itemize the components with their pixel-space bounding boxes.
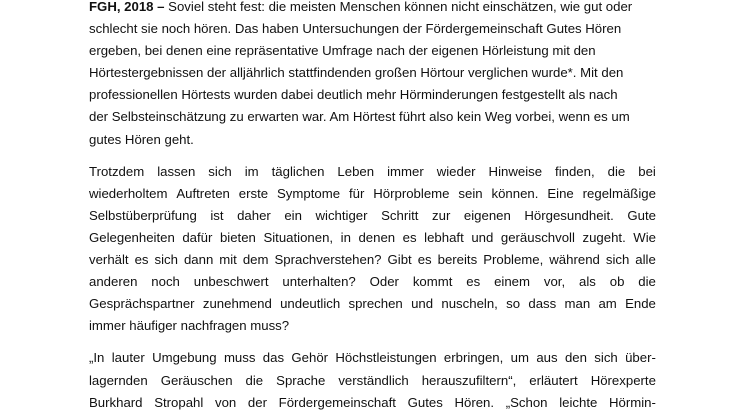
paragraph-line: Hörtestergebnissen der alljährlich stattfindenden großen Hörtour verglichen wurde*. Mit den — [89, 65, 624, 81]
word: als — [579, 274, 596, 290]
word: Stropahl — [154, 394, 204, 410]
word: bieten — [219, 229, 256, 245]
word: herauszufiltern“, — [421, 372, 517, 388]
word: der — [247, 394, 267, 410]
paragraph-line — [89, 370, 656, 392]
paragraph-line — [89, 392, 656, 414]
word: Gesprächspartner — [89, 296, 195, 312]
word: die — [245, 372, 264, 388]
paragraph-line — [89, 347, 656, 369]
word: dem — [242, 252, 269, 268]
paragraph-line — [89, 183, 656, 205]
word: wichtiger — [315, 207, 368, 223]
word: finden, — [555, 163, 595, 179]
word: können. — [491, 185, 539, 201]
word: Probleme, — [483, 252, 544, 268]
word: einem — [494, 274, 530, 290]
word: nuscheln, — [441, 296, 498, 312]
word: es — [402, 229, 417, 245]
word: und — [471, 229, 494, 245]
word: lauter — [111, 350, 145, 366]
word: Sprachverstehen? — [274, 252, 382, 268]
paragraph-3 — [89, 347, 656, 413]
word: aus — [536, 350, 558, 366]
paragraph-line — [89, 271, 656, 293]
word: dass — [528, 296, 557, 312]
word: immer — [387, 163, 424, 179]
word: Trotzdem — [89, 163, 145, 179]
word: sich — [208, 163, 232, 179]
word: dann — [183, 252, 214, 268]
word: täglichen — [271, 163, 325, 179]
word: Ende — [625, 296, 656, 312]
word: Fördergemeinschaft — [278, 394, 396, 410]
word: bei — [638, 163, 656, 179]
word: leichte — [559, 394, 598, 410]
word: Hörexperte — [590, 372, 656, 388]
paragraph-gap — [89, 337, 656, 347]
word: „In — [89, 350, 105, 366]
paragraph-line: schlecht sie noch hören. Das haben Untersuchungen der Fördergemeinschaft Gutes Hören — [89, 21, 622, 37]
word: zugeht. — [582, 229, 626, 245]
word: ob — [609, 274, 625, 290]
word: alle — [635, 252, 656, 268]
paragraph-line — [89, 227, 656, 249]
word: Hörgesundheit. — [524, 207, 614, 223]
word: Leben — [337, 163, 375, 179]
word: noch — [151, 274, 180, 290]
word: Gehör — [291, 350, 329, 366]
word: vor, — [543, 274, 566, 290]
word: wieder — [436, 163, 476, 179]
word: erbringen, — [443, 350, 504, 366]
word: dafür — [182, 229, 213, 245]
word: Hören. — [454, 394, 495, 410]
word: verhält — [89, 252, 129, 268]
word: sprechen — [348, 296, 403, 312]
word: Hörprobleme — [373, 185, 450, 201]
word: die — [638, 274, 656, 290]
paragraph-2 — [89, 161, 656, 338]
word: Wie — [633, 229, 656, 245]
word: es — [466, 274, 481, 290]
word: erste — [238, 185, 269, 201]
word: man — [564, 296, 591, 312]
word: regelmäßige — [582, 185, 656, 201]
word: Selbstüberprüfung — [89, 207, 197, 223]
word: über- — [625, 350, 656, 366]
word: sich — [605, 252, 630, 268]
paragraph-line: professionellen Hörtests wurden dabei deutlich mehr Hörminderungen festgestellt als nach — [89, 87, 618, 103]
word: wiederholtem — [89, 185, 168, 201]
word: Höchstleistungen — [335, 350, 437, 366]
paragraph-line: FGH, 2018 – Soviel steht fest: die meisten Menschen können nicht einschätzen, wie gut oder — [89, 0, 633, 14]
word: für — [348, 185, 365, 201]
word: von — [214, 394, 237, 410]
word: zunehmend — [202, 296, 272, 312]
word: Eine — [547, 185, 574, 201]
word: zur — [432, 207, 451, 223]
word: Gute — [627, 207, 656, 223]
word: am — [598, 296, 617, 312]
word: mit — [219, 252, 237, 268]
word: im — [244, 163, 259, 179]
word: „Schon — [505, 394, 548, 410]
word: lassen — [157, 163, 196, 179]
paragraph-line — [89, 161, 656, 183]
word: Gibt — [387, 252, 412, 268]
word: es — [134, 252, 149, 268]
word: daher — [237, 207, 271, 223]
word: sein — [458, 185, 483, 201]
word: Burkhard — [89, 394, 143, 410]
word: Geräuschen — [160, 372, 233, 388]
dateline: FGH, 2018 – — [89, 0, 165, 14]
word: in — [340, 229, 351, 245]
paragraph-line: gutes Hören geht. — [89, 131, 194, 147]
word: anderen — [89, 274, 138, 290]
word: ist — [210, 207, 224, 223]
word: das — [262, 350, 285, 366]
word: Oder — [369, 274, 399, 290]
word: Hörmin- — [609, 394, 656, 410]
word: Umgebung — [152, 350, 217, 366]
word: den — [564, 350, 587, 366]
paragraph-line — [89, 205, 656, 227]
word: Auftreten — [176, 185, 230, 201]
word: so — [506, 296, 521, 312]
paragraph-1 — [89, 0, 656, 151]
word: bereits — [437, 252, 478, 268]
word: ein — [284, 207, 302, 223]
word: geräuschvoll — [500, 229, 575, 245]
word: sich — [154, 252, 178, 268]
word: um — [510, 350, 529, 366]
word: sich — [594, 350, 618, 366]
word: es — [417, 252, 432, 268]
word: erläutert — [529, 372, 578, 388]
paragraph-line — [89, 249, 656, 271]
paragraph-line — [89, 293, 656, 315]
word: und — [411, 296, 434, 312]
document-page — [89, 0, 656, 414]
word: unterhalten? — [282, 274, 356, 290]
word: unbeschwert — [193, 274, 269, 290]
word: lebhaft — [424, 229, 464, 245]
paragraph-gap — [89, 151, 656, 161]
word: lagernden — [89, 372, 148, 388]
word: die — [607, 163, 626, 179]
word: Sprache — [276, 372, 326, 388]
word: Situationen, — [263, 229, 334, 245]
word: Gelegenheiten — [89, 229, 175, 245]
paragraph-line: der Selbsteinschätzung zu erwarten war. Am Hörtest führt also kein Weg vorbei, wenn es um — [89, 109, 630, 125]
word: Gutes — [407, 394, 443, 410]
word: eigenen — [463, 207, 511, 223]
word: kommt — [412, 274, 453, 290]
word: während — [549, 252, 600, 268]
word: Schritt — [381, 207, 419, 223]
word: muss — [223, 350, 256, 366]
word: Symptome — [277, 185, 341, 201]
word: denen — [358, 229, 396, 245]
paragraph-line: immer häufiger nachfragen muss? — [89, 318, 290, 334]
word: Hinweise — [488, 163, 543, 179]
paragraph-line: ergeben, bei denen eine repräsentative Umfrage nach der eigenen Hörleistung mit den — [89, 43, 596, 59]
word: undeutlich — [280, 296, 341, 312]
word: verständlich — [338, 372, 409, 388]
